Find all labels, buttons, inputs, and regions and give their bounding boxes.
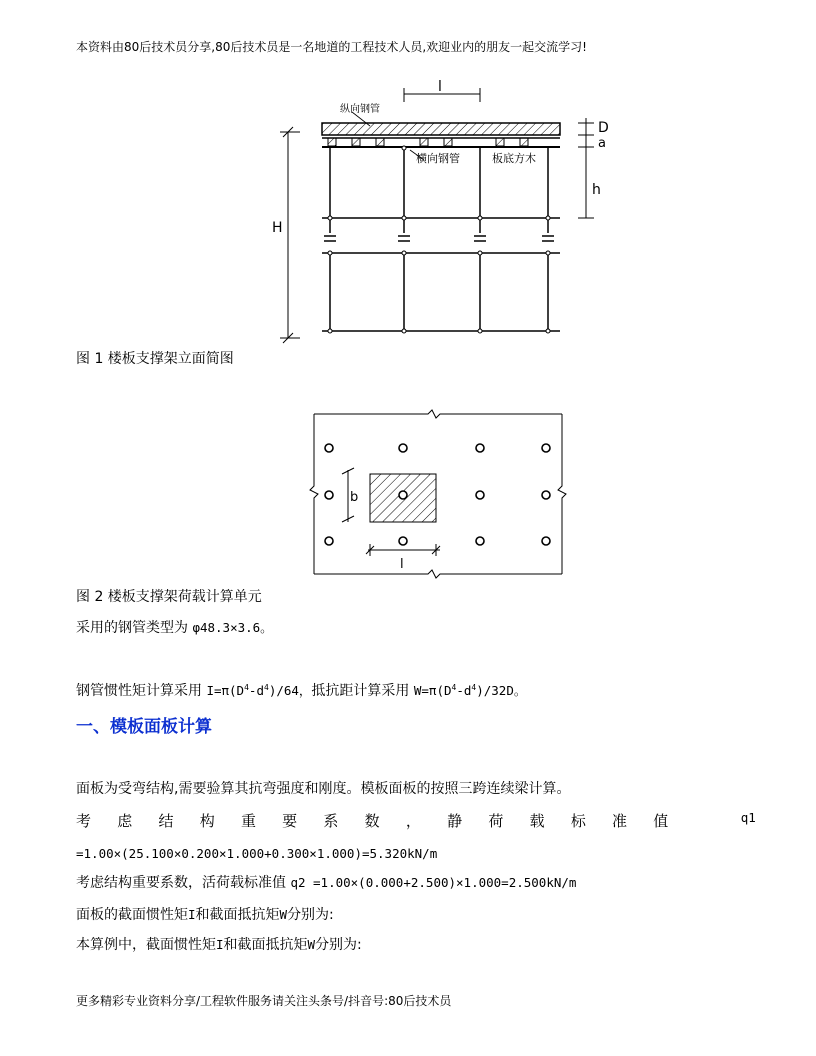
figure1-label-transverse-pipe: 横向钢管: [416, 152, 460, 165]
inertia-prefix: 钢管惯性矩计算采用: [76, 683, 207, 699]
figure2-label-b: b: [350, 490, 359, 505]
figure1-label-a: a: [598, 136, 606, 151]
example-section-line: 本算例中，截面惯性矩I和截面抵抗矩W分别为:: [76, 937, 362, 953]
live-load-formula: q2 =1.00×(0.000+2.500)×1.000=2.500kN/m: [290, 875, 577, 890]
pipe-type-label: 采用的钢管类型为: [76, 620, 193, 636]
figure1-caption: 图 1 楼板支撑架立面简图: [76, 351, 234, 367]
resist-prefix: 抵抗距计算采用: [311, 683, 414, 699]
figure1-label-longitudinal-pipe: 纵向钢管: [340, 104, 380, 115]
resist-formula: $W=\pi(D^4-d^4)/32D$。: [413, 683, 527, 698]
page-footer: 更多精彩专业资料分享/工程软件服务请关注头条号/抖音号:80后技术员: [76, 994, 452, 1008]
figure2-plan-diagram: [308, 408, 572, 580]
pipe-type-line: [76, 617, 273, 637]
dead-load-formula: =1.00×(25.100×0.200×1.000+0.300×1.000)=5.320kN/m: [76, 846, 438, 861]
figure1-label-timber: 板底方木: [492, 152, 536, 165]
section-modulus-line: 面板的截面惯性矩I和截面抵抗矩W分别为:: [76, 907, 334, 923]
inertia-formula-line: [76, 680, 526, 700]
figure2-caption: 图 2 楼板支撑架荷载计算单元: [76, 589, 262, 605]
inertia-formula: $I=\pi(D^4-d^4)/64$，: [206, 683, 312, 698]
page-header: 本资料由80后技术员分享,80后技术员是一名地道的工程技术人员,欢迎业内的朋友一起交流学习!: [76, 40, 587, 54]
figure1-elevation-diagram: [260, 76, 620, 346]
section-title: 一、模板面板计算: [76, 717, 212, 737]
figure1-label-D: D: [598, 120, 609, 136]
q1-label: q1: [740, 810, 756, 825]
figure1-label-h: h: [592, 182, 601, 198]
paragraph-bending-structure: 面板为受弯结构,需要验算其抗弯强度和刚度。模板面板的按照三跨连续梁计算。: [76, 781, 571, 797]
figure1-label-H: H: [272, 220, 283, 236]
figure1-label-l: l: [438, 79, 442, 95]
live-load-text: 考虑结构重要系数，活荷载标准值: [76, 875, 291, 891]
figure2-label-l: l: [400, 557, 404, 572]
live-load-line: [76, 872, 576, 892]
paragraph-dead-load-spread: 考 虑 结 构 重 要 系 数 ， 静 荷 载 标 准 值 q1: [76, 810, 756, 830]
pipe-type-value: φ48.3×3.6。: [192, 620, 273, 635]
